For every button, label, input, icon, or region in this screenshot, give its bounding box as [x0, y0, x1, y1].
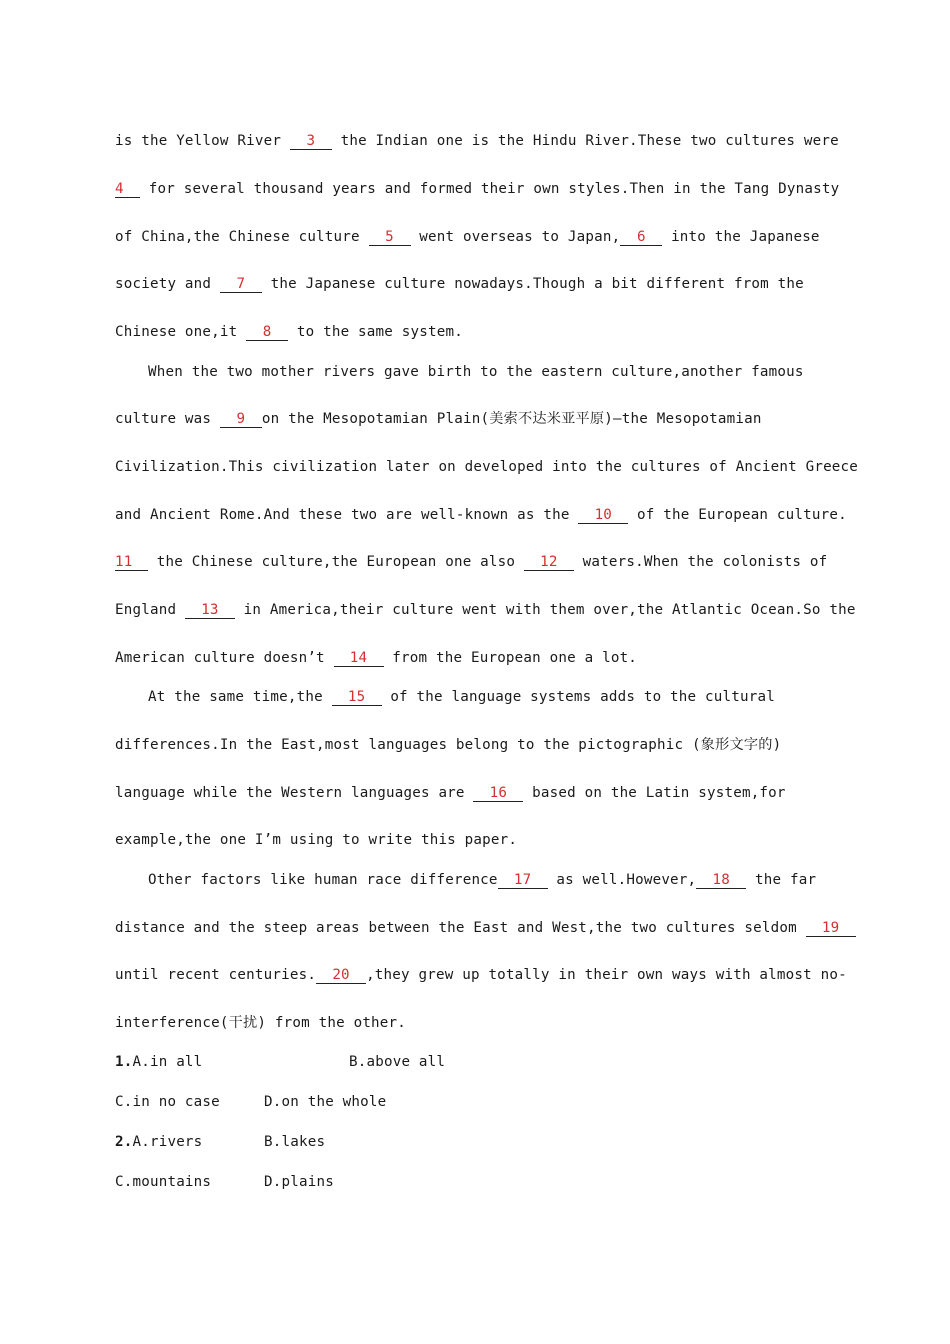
- blank-5: 5: [369, 229, 411, 246]
- text-run: Chinese one,it: [115, 324, 247, 340]
- blank-4: 4: [115, 181, 140, 198]
- passage-line: [115, 918, 856, 938]
- text-run: the Chinese culture,the European one also: [148, 554, 524, 570]
- blank-20: 20: [316, 967, 366, 984]
- option-a: A.in all: [132, 1054, 203, 1070]
- text-run: to the same system.: [288, 324, 463, 340]
- text-run: the Japanese culture nowadays.Though a bit different from the: [261, 276, 804, 292]
- passage-line: [115, 600, 856, 620]
- blank-17: 17: [498, 872, 548, 889]
- text-run: waters.When the colonists of: [573, 554, 828, 570]
- text-run: language while the Western languages are: [115, 785, 474, 801]
- passage-line: [115, 131, 839, 151]
- text-run: society and: [115, 276, 220, 292]
- text-run: At the same time,the: [148, 689, 332, 705]
- blank-11: 11: [115, 554, 148, 571]
- option-b: B.above all: [349, 1054, 446, 1070]
- option-b: B.lakes: [264, 1134, 326, 1150]
- passage-line: Civilization.This civilization later on developed into the cultures of Ancient Greece: [115, 459, 859, 475]
- passage-line: example,the one I’m using to write this paper.: [115, 832, 518, 848]
- option-d: D.on the whole: [264, 1094, 387, 1110]
- passage-line: interference(干扰) from the other.: [115, 1015, 407, 1031]
- blank-16: 16: [473, 785, 523, 802]
- text-run: until recent centuries.: [115, 967, 317, 983]
- passage-line: [148, 870, 816, 890]
- text-run: and Ancient Rome.And these two are well-known as the: [115, 507, 579, 523]
- text-run: based on the Latin system,for: [523, 785, 786, 801]
- text-run: England: [115, 602, 185, 618]
- blank-10: 10: [578, 507, 628, 524]
- option-c: C.in no case: [115, 1094, 220, 1110]
- text-run: ,they grew up totally in their own ways with almost no-: [366, 967, 847, 983]
- question-2-row-1: [115, 1132, 202, 1152]
- blank-14: 14: [334, 650, 384, 667]
- blank-18: 18: [696, 872, 746, 889]
- option-a: A.rivers: [132, 1134, 203, 1150]
- text-run: culture was: [115, 411, 220, 427]
- text-run: in America,their culture went with them over,the Atlantic Ocean.So the: [234, 602, 856, 618]
- text-run: distance and the steep areas between the East and West,the two cultures seldom: [115, 920, 806, 936]
- question-number: 1.: [115, 1054, 133, 1070]
- passage-line: [115, 322, 463, 342]
- passage-line: [115, 552, 827, 572]
- passage-line: [115, 505, 847, 525]
- passage-line: [115, 227, 820, 247]
- passage-line: differences.In the East,most languages belong to the pictographic (象形文字的): [115, 737, 782, 753]
- blank-12: 12: [524, 554, 574, 571]
- text-run: into the Japanese: [662, 229, 820, 245]
- text-run: is the Yellow River: [115, 133, 290, 149]
- text-run: American culture doesn’t: [115, 650, 334, 666]
- blank-6: 6: [620, 229, 662, 246]
- text-run: went overseas to Japan,: [410, 229, 621, 245]
- question-number: 2.: [115, 1134, 133, 1150]
- text-run: Other factors like human race difference: [148, 872, 498, 888]
- text-run: on the Mesopotamian Plain(美索不达米亚平原)—the Mesopotamian: [261, 411, 762, 427]
- text-run: the Indian one is the Hindu River.These two cultures were: [331, 133, 839, 149]
- passage-line: [115, 648, 637, 668]
- blank-9: 9: [220, 411, 262, 428]
- passage-line: [115, 274, 804, 294]
- text-run: from the European one a lot.: [383, 650, 638, 666]
- text-run: of China,the Chinese culture: [115, 229, 369, 245]
- passage-line: [115, 965, 847, 985]
- text-run: of the language systems adds to the cultural: [381, 689, 775, 705]
- passage-line: [115, 179, 839, 199]
- blank-7: 7: [220, 276, 262, 293]
- blank-15: 15: [332, 689, 382, 706]
- text-run: of the European culture.: [628, 507, 847, 523]
- blank-3: 3: [290, 133, 332, 150]
- blank-19: 19: [806, 920, 856, 937]
- question-1-row-1: [115, 1052, 202, 1072]
- text-run: as well.However,: [547, 872, 697, 888]
- passage-line: [115, 783, 786, 803]
- blank-8: 8: [246, 324, 288, 341]
- option-c: C.mountains: [115, 1174, 212, 1190]
- text-run: for several thousand years and formed their own styles.Then in the Tang Dynasty: [140, 181, 840, 197]
- text-run: the far: [746, 872, 817, 888]
- blank-13: 13: [185, 602, 235, 619]
- option-d: D.plains: [264, 1174, 334, 1190]
- passage-line: [115, 409, 762, 429]
- passage-line: When the two mother rivers gave birth to the eastern culture,another famous: [148, 364, 804, 380]
- passage-line: [148, 687, 775, 707]
